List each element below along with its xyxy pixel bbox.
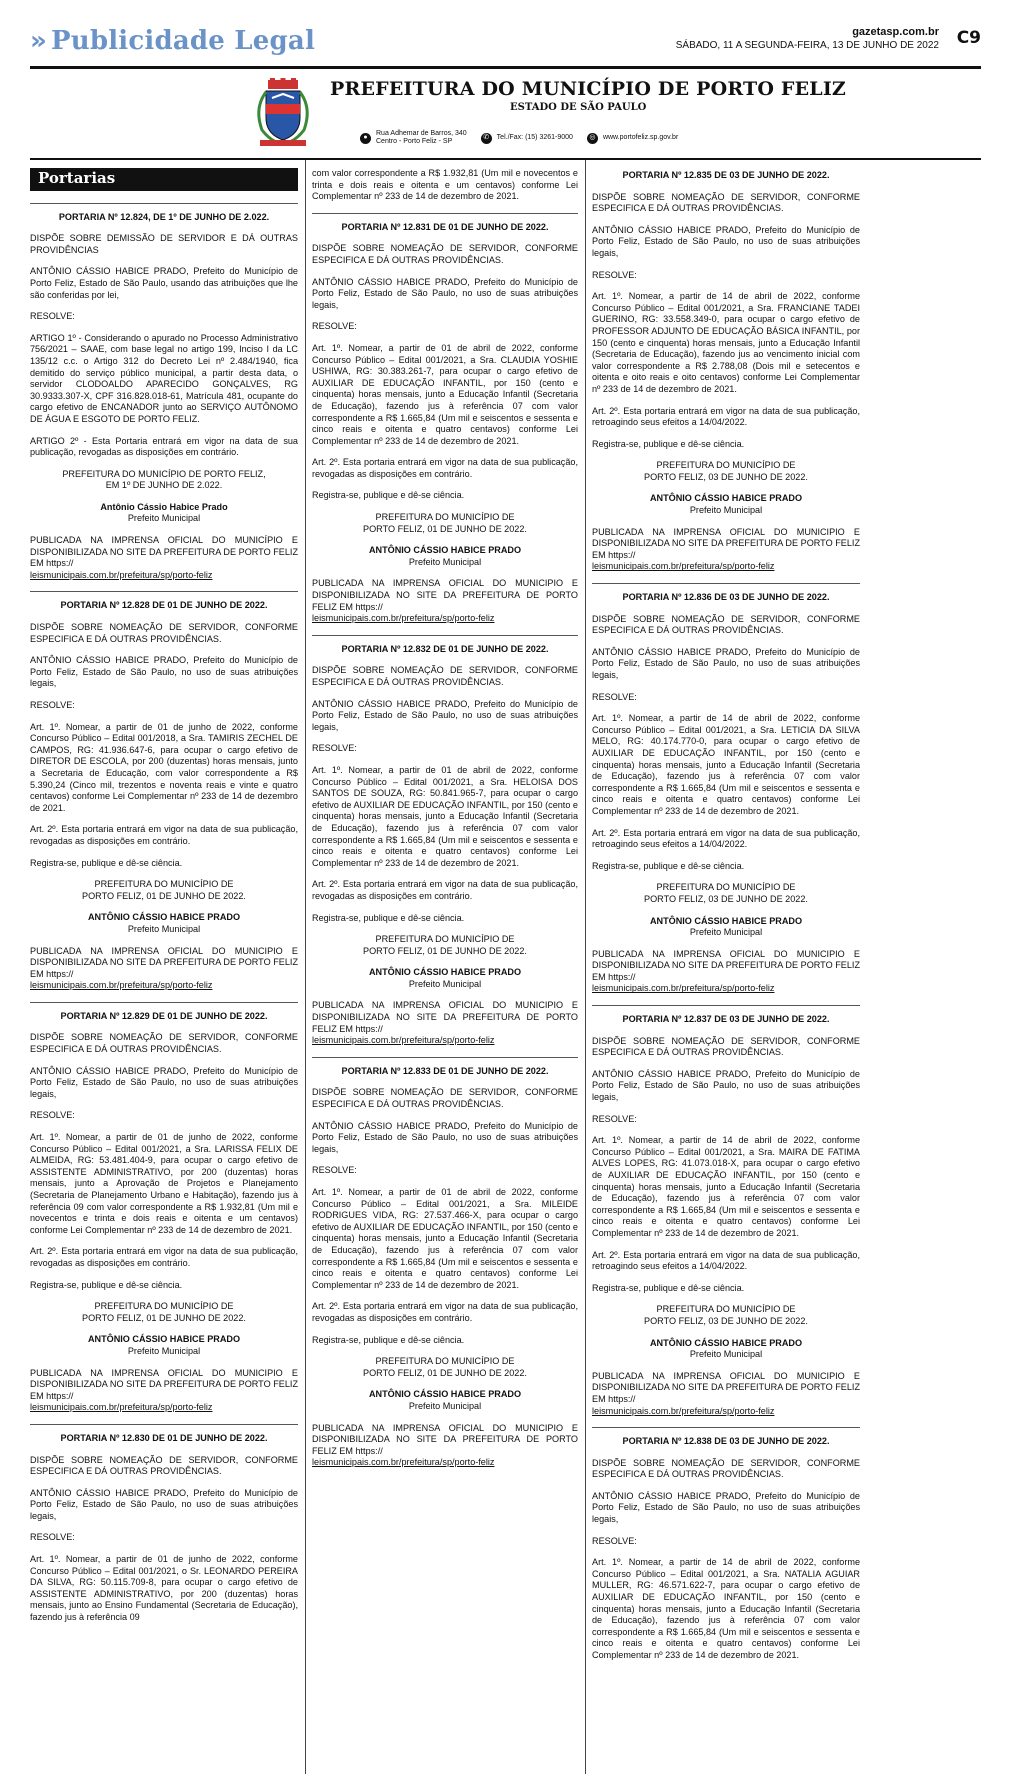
portaria-title: PORTARIA Nº 12.829 DE 01 DE JUNHO DE 2022.	[60, 1010, 268, 1021]
portaria-block	[312, 213, 578, 625]
publication-note	[30, 946, 298, 992]
portaria-paragraph: ANTÔNIO CÁSSIO HABICE PRADO, Prefeito do Município de Porto Feliz, Estado de São Paulo, no uso de suas atribuições legais,	[312, 1120, 578, 1154]
portaria-paragraph: DISPÕE SOBRE DEMISSÃO DE SERVIDOR E DÁ OUTRAS PROVIDÊNCIAS	[30, 233, 298, 255]
portaria-title: PORTARIA Nº 12.830 DE 01 DE JUNHO DE 2022.	[60, 1432, 268, 1443]
portaria-paragraph: Art. 2º. Esta portaria entrará em vigor na data de sua publicação, revogadas as disposições em contrário.	[312, 457, 578, 479]
portaria-paragraph: ANTÔNIO CÁSSIO HABICE PRADO, Prefeito do Município de Porto Feliz, Estado de São Paulo, no uso de suas atribuições legais,	[30, 1065, 298, 1099]
continued-text: com valor correspondente a R$ 1.932,81 (Um mil e novecentos e trinta e dois reais e oitenta e um centavos) conforme Lei Complementar nº 233 de 14 de dezembro de 2021.	[312, 168, 578, 202]
portaria-paragraph: DISPÕE SOBRE NOMEAÇÃO DE SERVIDOR, CONFORME ESPECIFICA E DÁ OUTRAS PROVIDÊNCIAS.	[312, 1087, 578, 1110]
publication-note	[312, 1000, 578, 1046]
signer-role: Prefeito Municipal	[127, 1345, 201, 1356]
portaria-paragraph: Art. 1º. Nomear, a partir de 01 de abril de 2022, conforme Concurso Público – Edital 001/2021, a Sra. HELOISA DOS SANTOS DE SOUZA, RG: 50.841.965-7, para ocupar o cargo efetivo de AUXILIAR DE EDUCAÇÃO INFANTIL, por 150 (cento e cinquenta) horas mensais, junto a Educação Infantil (Secretaria de Educação), fazendo jus à referência 07 com valor correspondente a R$ 1.665,84 (Um mil e seiscentos e sessenta e cinco reais e oitenta e quatro centavos) conforme Lei Complementar nº 233 de 14 de dezembro de 2021.	[312, 764, 578, 868]
signature-place-date: PREFEITURA DO MUNICÍPIO DE PORTO FELIZ, 01 DE JUNHO DE 2022.	[363, 1356, 527, 1378]
publication-link[interactable]: leismunicipais.com.br/prefeitura/sp/porto-feliz	[592, 1405, 775, 1416]
signature-block	[30, 912, 298, 935]
publication-note	[312, 1423, 578, 1469]
portaria-block	[30, 591, 298, 991]
publication-link[interactable]: leismunicipais.com.br/prefeitura/sp/porto-feliz	[30, 1402, 213, 1413]
signature-place-date: PREFEITURA DO MUNICÍPIO DE PORTO FELIZ, 01 DE JUNHO DE 2022.	[363, 512, 527, 534]
publication-link[interactable]: leismunicipais.com.br/prefeitura/sp/porto-feliz	[312, 613, 495, 624]
publication-text: PUBLICADA NA IMPRENSA OFICIAL DO MUNICIPIO E DISPONIBILIZADA NO SITE DA PREFEITURA DE PORTO FELIZ EM https://	[312, 1000, 578, 1034]
portaria-paragraph: Registra-se, publique e dê-se ciência.	[592, 1282, 745, 1293]
portaria-paragraph: ANTÔNIO CÁSSIO HABICE PRADO, Prefeito do Município de Porto Feliz, Estado de São Paulo, no uso de suas atribuições legais,	[592, 1068, 860, 1103]
portaria-paragraph: Art. 2º. Esta portaria entrará em vigor na data de sua publicação, revogadas as disposições em contrário.	[30, 1246, 298, 1268]
publication-text: PUBLICADA NA IMPRENSA OFICIAL DO MUNICIPIO E DISPONIBILIZADA NO SITE DA PREFEITURA DE PORTO FELIZ EM https://	[312, 578, 578, 612]
contacts-bar	[360, 130, 678, 146]
portaria-block	[592, 170, 860, 573]
portaria-block	[30, 203, 298, 582]
publication-text: PUBLICADA NA IMPRENSA OFICIAL DO MUNICIPIO E DISPONIBILIZADA NO SITE DA PREFEITURA DE PORTO FELIZ EM https://	[592, 1370, 860, 1404]
signer-name: ANTÔNIO CÁSSIO HABICE PRADO	[649, 493, 803, 504]
signature-block	[592, 1338, 860, 1361]
globe-icon: ◎	[587, 133, 598, 144]
portaria-paragraph: RESOLVE:	[30, 311, 75, 322]
signer-name: Antônio Cássio Habice Prado	[100, 501, 228, 512]
signature-block	[30, 1334, 298, 1357]
portaria-paragraph: Art. 2º. Esta portaria entrará em vigor na data de sua publicação, retroagindo seus efeitos a 14/04/2022.	[592, 405, 860, 428]
publication-note	[592, 527, 860, 573]
location-pin-icon: ●	[360, 133, 371, 144]
portaria-paragraph: Art. 1º. Nomear, a partir de 14 de abril de 2022, conforme Concurso Público – Edital 001/2021, a Sra. NATALIA AGUIAR MULLER, RG: 46.571.622-7, para ocupar o cargo efetivo de AUXILIAR DE EDUCAÇÃO INFANTIL, por 150 (cento e cinquenta) horas mensais, junto a Educação Infantil (Secretaria de Educação), fazendo jus à referência 07 com valor correspondente a R$ 1.665,84 (Um mil e seiscentos e sessenta e cinco reais e oitenta e quatro centavos) conforme Lei Complementar nº 233 de 14 de dezembro de 2021.	[592, 1557, 860, 1660]
signature-place-date: PREFEITURA DO MUNICÍPIO DE PORTO FELIZ, 03 DE JUNHO DE 2022.	[644, 1304, 808, 1326]
portaria-paragraph: Art. 2º. Esta portaria entrará em vigor na data de sua publicação, retroagindo seus efeitos a 14/04/2022.	[592, 827, 860, 850]
masthead	[30, 72, 981, 154]
publication-link[interactable]: leismunicipais.com.br/prefeitura/sp/porto-feliz	[312, 1035, 495, 1046]
portaria-paragraph: DISPÕE SOBRE NOMEAÇÃO DE SERVIDOR, CONFORME ESPECIFICA E DÁ OUTRAS PROVIDÊNCIAS.	[30, 622, 298, 644]
publication-note	[30, 535, 298, 581]
portaria-paragraph: RESOLVE:	[592, 269, 637, 280]
site-info	[676, 26, 939, 52]
portaria-paragraph: Registra-se, publique e dê-se ciência.	[30, 1279, 183, 1290]
portaria-paragraph: Art. 2º. Esta portaria entrará em vigor na data de sua publicação, revogadas as disposições em contrário.	[30, 824, 298, 846]
signer-role: Prefeito Municipal	[127, 923, 201, 934]
portaria-paragraph: ANTÔNIO CÁSSIO HABICE PRADO, Prefeito do Município de Porto Feliz, Estado de São Paulo, no uso de suas atribuições legais,	[592, 1490, 860, 1525]
municipality-header	[330, 78, 950, 113]
portaria-paragraph: DISPÕE SOBRE NOMEAÇÃO DE SERVIDOR, CONFORME ESPECIFICA E DÁ OUTRAS PROVIDÊNCIAS.	[592, 613, 860, 636]
coat-of-arms-icon	[252, 78, 314, 148]
portaria-paragraph: DISPÕE SOBRE NOMEAÇÃO DE SERVIDOR, CONFORME ESPECIFICA E DÁ OUTRAS PROVIDÊNCIAS.	[312, 243, 578, 265]
portaria-paragraph: Art. 1º. Nomear, a partir de 14 de abril de 2022, conforme Concurso Público – Edital 001/2021, a Sra. LETICIA DA SILVA MELO, RG: 40.174.770-0, para ocupar o cargo efetivo de AUXILIAR DE EDUCAÇÃO INFANTIL, por 150 (cento e cinquenta) horas mensais, junto a Educação Infantil (Secretaria de Educação), fazendo jus à referência 07 com valor correspondente a R$ 1.665,84 (Um mil e seiscentos e sessenta e cinco reais e oitenta e quatro centavos) conforme Lei Complementar nº 233 de 14 de dezembro de 2021.	[592, 713, 860, 816]
signature-place-date: PREFEITURA DO MUNICÍPIO DE PORTO FELIZ, 01 DE JUNHO DE 2022.	[82, 879, 246, 901]
portarias-banner: Portarias	[30, 168, 298, 191]
portaria-paragraph: RESOLVE:	[30, 700, 75, 710]
signer-role: Prefeito Municipal	[689, 927, 763, 938]
column-divider	[305, 160, 306, 1774]
portaria-paragraph: Art. 1º. Nomear, a partir de 14 de abril de 2022, conforme Concurso Público – Edital 001/2021, a Sra. FRANCIANE TADEI GUERINO, RG: 33.558.349-0, para ocupar o cargo efetivo de PROFESSOR ADJUNTO DE EDUCAÇÃO BÁSICA INFANTIL, por 150 (cento e cinquenta) horas mensais, junto a Educação Infantil (Secretaria de Educação), fazendo jus ao vencimento inicial com valor correspondente a R$ 2.788,08 (Dois mil e setecentos e oitenta e oito reais e oito centavos) conforme Lei Complementar nº 233 de 14 de dezembro de 2021.	[592, 291, 860, 394]
site-url[interactable]: gazetasp.com.br	[852, 26, 939, 38]
portaria-paragraph: ANTÔNIO CÁSSIO HABICE PRADO, Prefeito do Município de Porto Feliz, Estado de São Paulo, no uso de suas atribuições legais,	[30, 1487, 298, 1521]
portaria-paragraph: RESOLVE:	[312, 1165, 357, 1176]
edition-date: SÁBADO, 11 A SEGUNDA-FEIRA, 13 DE JUNHO DE 2022	[675, 40, 939, 51]
portaria-paragraph: ANTÔNIO CÁSSIO HABICE PRADO, Prefeito do Município de Porto Feliz, Estado de São Paulo, no uso de suas atribuições legais,	[30, 655, 298, 689]
portaria-paragraph: Art. 1º. Nomear, a partir de 14 de abril de 2022, conforme Concurso Público – Edital 001/2021, a Sra. MAIRA DE FATIMA ALVES LOPES, RG: 41.073.018-X, para ocupar o cargo efetivo de AUXILIAR DE EDUCAÇÃO INFANTIL, por 150 (cento e cinquenta) horas mensais, junto a Educação Infantil (Secretaria de Educação), fazendo jus à referência 07 com valor correspondente a R$ 1.665,84 (Um mil e seiscentos e sessenta e cinco reais e oitenta e quatro centavos) conforme Lei Complementar nº 233 de 14 de dezembro de 2021.	[592, 1135, 860, 1238]
portaria-paragraph: RESOLVE:	[592, 1113, 637, 1124]
publication-link[interactable]: leismunicipais.com.br/prefeitura/sp/porto-feliz	[592, 561, 775, 572]
signer-name: ANTÔNIO CÁSSIO HABICE PRADO	[368, 545, 522, 556]
portaria-paragraph: ANTÔNIO CÁSSIO HABICE PRADO, Prefeito do Município de Porto Feliz, Estado de São Paulo, usando das atribuições que lhe são conferidas por lei,	[30, 266, 298, 300]
portaria-paragraph: ANTÔNIO CÁSSIO HABICE PRADO, Prefeito do Município de Porto Feliz, Estado de São Paulo, no uso de suas atribuições legais,	[312, 276, 578, 310]
portaria-paragraph: RESOLVE:	[592, 1535, 637, 1546]
publication-note	[592, 1371, 860, 1417]
portaria-paragraph: ARTIGO 2º - Esta Portaria entrará em vigor na data de sua publicação, revogadas as disposições em contrário.	[30, 435, 298, 458]
signer-role: Prefeito Municipal	[408, 978, 482, 989]
signature-block	[30, 502, 298, 525]
publication-note	[30, 1368, 298, 1414]
publication-link[interactable]: leismunicipais.com.br/prefeitura/sp/porto-feliz	[30, 980, 213, 991]
signature-place-date: PREFEITURA DO MUNICÍPIO DE PORTO FELIZ, 01 DE JUNHO DE 2022.	[82, 1301, 246, 1323]
portaria-paragraph: Art. 2º. Esta portaria entrará em vigor na data de sua publicação, revogadas as disposições em contrário.	[312, 879, 578, 901]
column-1	[30, 168, 298, 1634]
signer-role: Prefeito Municipal	[689, 1349, 763, 1360]
portaria-paragraph: ANTÔNIO CÁSSIO HABICE PRADO, Prefeito do Município de Porto Feliz, Estado de São Paulo, no uso de suas atribuições legais,	[592, 646, 860, 680]
signer-name: ANTÔNIO CÁSSIO HABICE PRADO	[649, 1337, 803, 1348]
portaria-block	[592, 583, 860, 995]
portaria-paragraph: Art. 1º. Nomear, a partir de 01 de abril de 2022, conforme Concurso Público – Edital 001/2021, a Sra. MILEIDE RODRIGUES VIDA, RG: 27.537.466-X, para ocupar o cargo efetivo de AUXILIAR DE EDUCAÇÃO INFANTIL, por 150 (cento e cinquenta) horas mensais, junto a Educação Infantil (Secretaria de Educação), fazendo jus à referência 07 com valor correspondente a R$ 1.665,84 (Um mil e seiscentos e sessenta e cinco reais e oitenta e quatro centavos) conforme Lei Complementar nº 233 de 14 de dezembro de 2021.	[312, 1187, 578, 1290]
signature-place-date: PREFEITURA DO MUNICÍPIO DE PORTO FELIZ, 01 DE JUNHO DE 2022.	[363, 934, 527, 956]
publication-text: PUBLICADA NA IMPRENSA OFICIAL DO MUNICIPIO E DISPONIBILIZADA NO SITE DA PREFEITURA DE PORTO FELIZ EM https://	[592, 948, 860, 982]
portaria-title: PORTARIA Nº 12.835 DE 03 DE JUNHO DE 2022.	[622, 170, 830, 180]
signature-block	[312, 967, 578, 990]
address-contact	[360, 130, 467, 146]
phone-text: Tel./Fax: (15) 3261-9000	[496, 134, 573, 141]
portaria-paragraph: DISPÕE SOBRE NOMEAÇÃO DE SERVIDOR, CONFORME ESPECIFICA E DÁ OUTRAS PROVIDÊNCIAS.	[30, 1454, 298, 1477]
publication-note	[592, 949, 860, 995]
column-2	[312, 168, 578, 1479]
signer-name: ANTÔNIO CÁSSIO HABICE PRADO	[368, 1389, 522, 1400]
portaria-title: PORTARIA Nº 12.828 DE 01 DE JUNHO DE 2022.	[60, 600, 268, 611]
signature-block	[312, 1389, 578, 1412]
portaria-paragraph: Registra-se, publique e dê-se ciência.	[592, 860, 745, 871]
portaria-paragraph: RESOLVE:	[312, 321, 357, 332]
portaria-block	[30, 1424, 298, 1624]
column-3	[592, 168, 860, 1672]
portaria-block	[312, 1057, 578, 1469]
phone-contact	[481, 130, 573, 146]
publication-text: PUBLICADA NA IMPRENSA OFICIAL DO MUNICIPIO E DISPONIBILIZADA NO SITE DA PREFEITURA DE PORTO FELIZ EM https://	[592, 526, 860, 560]
publication-link[interactable]: leismunicipais.com.br/prefeitura/sp/porto-feliz	[312, 1457, 495, 1468]
portaria-paragraph: Art. 2º. Esta portaria entrará em vigor na data de sua publicação, revogadas as disposições em contrário.	[312, 1301, 578, 1323]
publication-text: PUBLICADA NA IMPRENSA OFICIAL DO MUNICÍPIO E DISPONIBILIZADA NO SITE DA PREFEITURA DE PORTO FELIZ EM https://	[30, 535, 298, 569]
page-number: C9	[956, 28, 981, 48]
signature-place-date: PREFEITURA DO MUNICÍPIO DE PORTO FELIZ, 03 DE JUNHO DE 2022.	[644, 460, 808, 482]
portaria-block	[312, 635, 578, 1047]
publication-link[interactable]: leismunicipais.com.br/prefeitura/sp/porto-feliz	[30, 569, 213, 580]
web-text[interactable]: www.portofeliz.sp.gov.br	[602, 134, 679, 141]
portaria-paragraph: DISPÕE SOBRE NOMEAÇÃO DE SERVIDOR, CONFORME ESPECIFICA E DÁ OUTRAS PROVIDÊNCIAS.	[312, 665, 578, 687]
publication-link[interactable]: leismunicipais.com.br/prefeitura/sp/porto-feliz	[592, 983, 775, 994]
portaria-title: PORTARIA Nº 12.832 DE 01 DE JUNHO DE 2022.	[341, 643, 549, 654]
portaria-paragraph: DISPÕE SOBRE NOMEAÇÃO DE SERVIDOR, CONFORME ESPECIFICA E DÁ OUTRAS PROVIDÊNCIAS.	[592, 191, 860, 214]
state-name: ESTADO DE SÃO PAULO	[510, 102, 647, 113]
phone-icon: ✆	[481, 133, 492, 144]
portaria-title: PORTARIA Nº 12.833 DE 01 DE JUNHO DE 2022.	[341, 1065, 549, 1076]
portaria-paragraph: RESOLVE:	[592, 691, 637, 702]
signer-role: Prefeito Municipal	[689, 505, 763, 516]
signer-name: ANTÔNIO CÁSSIO HABICE PRADO	[649, 915, 803, 926]
portaria-paragraph: Registra-se, publique e dê-se ciência.	[592, 438, 745, 449]
signer-role: Prefeito Municipal	[408, 1400, 482, 1411]
double-chevron-icon: »	[30, 26, 47, 56]
portaria-block	[592, 1005, 860, 1417]
portaria-title: PORTARIA Nº 12.837 DE 03 DE JUNHO DE 2022.	[622, 1014, 830, 1025]
portaria-block	[592, 1427, 860, 1662]
portaria-title: PORTARIA Nº 12.824, DE 1º DE JUNHO DE 2.022.	[58, 211, 270, 222]
portaria-title: PORTARIA Nº 12.838 DE 03 DE JUNHO DE 2022.	[622, 1436, 830, 1447]
section-title-text: Publicidade Legal	[51, 26, 316, 56]
signature-place-date: PREFEITURA DO MUNICÍPIO DE PORTO FELIZ, EM 1º DE JUNHO DE 2.022.	[62, 468, 266, 491]
signer-name: ANTÔNIO CÁSSIO HABICE PRADO	[368, 967, 522, 978]
portaria-paragraph: ARTIGO 1º - Considerando o apurado no Processo Administrativo 756/2021 – SAAE, com base legal no artigo 199, Inciso I da LC 135/12 c.c. o Artigo 312 do Decreto Lei nº 2.484/1940, fica demitido do serviço público municipal, a partir desta data, o servidor CLODOALDO APARECIDO GONÇALVES, RG 30.9333.307-X, CPF 316.828.018-61, Matrícula 481, ocupante do cargo efetivo de ENCANADOR junto ao SERVIÇO AUTÔNOMO DE ÁGUA E ESGOTO DE PORTO FELIZ.	[30, 332, 298, 424]
portaria-paragraph: Art. 1º. Nomear, a partir de 01 de abril de 2022, conforme Concurso Público – Edital 001/2021, a Sra. CLAUDIA YOSHIE USHIWA, RG: 30.383.261-7, para ocupar o cargo efetivo de AUXILIAR DE EDUCAÇÃO INFANTIL, por 150 (cento e cinquenta) horas mensais, junto a Educação Infantil (Secretaria de Educação), fazendo jus à referência 07 com valor correspondente a R$ 1.665,84 (Um mil e seiscentos e sessenta e cinco reais e oitenta e quatro centavos) conforme Lei Complementar nº 233 de 14 de dezembro de 2021.	[312, 342, 578, 446]
portaria-paragraph: Art. 1º. Nomear, a partir de 01 de junho de 2022, conforme Concurso Público – Edital 001/2021, a Sra. LARISSA FELIX DE ALMEIDA, RG: 53.481.404-9, para ocupar o cargo efetivo de ASSISTENTE ADMINISTRATIVO, por 200 (duzentas) horas mensais, junto a Aprovação de Projetos e Planejamento (Secretaria de Planejamento Urbano e Habitação), fazendo jus à referência 09 com valor correspondente a R$ 1.932,81 (Um mil e novecentos e trinta e dois reais e oitenta e um centavos) conforme Lei Complementar nº 233 de 14 de dezembro de 2021.	[30, 1132, 298, 1235]
signature-block	[312, 545, 578, 568]
page-header	[30, 24, 981, 68]
signer-role: Prefeito Municipal	[408, 556, 482, 567]
signature-block	[592, 916, 860, 939]
masthead-rule	[30, 158, 981, 160]
section-title	[30, 26, 315, 56]
portaria-paragraph: DISPÕE SOBRE NOMEAÇÃO DE SERVIDOR, CONFORME ESPECIFICA E DÁ OUTRAS PROVIDÊNCIAS.	[30, 1032, 298, 1055]
portaria-paragraph: ANTÔNIO CÁSSIO HABICE PRADO, Prefeito do Município de Porto Feliz, Estado de São Paulo, no uso de suas atribuições legais,	[592, 224, 860, 258]
signer-name: ANTÔNIO CÁSSIO HABICE PRADO	[87, 912, 241, 923]
portaria-paragraph: Registra-se, publique e dê-se ciência.	[312, 490, 465, 501]
web-contact	[587, 130, 678, 146]
portaria-paragraph: RESOLVE:	[312, 743, 357, 754]
publication-note	[312, 578, 578, 624]
publication-text: PUBLICADA NA IMPRENSA OFICIAL DO MUNICIPIO E DISPONIBILIZADA NO SITE DA PREFEITURA DE PORTO FELIZ EM https://	[312, 1422, 578, 1456]
publication-text: PUBLICADA NA IMPRENSA OFICIAL DO MUNICIPIO E DISPONIBILIZADA NO SITE DA PREFEITURA DE PORTO FELIZ EM https://	[30, 945, 298, 979]
portaria-block	[30, 1002, 298, 1414]
portaria-paragraph: DISPÕE SOBRE NOMEAÇÃO DE SERVIDOR, CONFORME ESPECIFICA E DÁ OUTRAS PROVIDÊNCIAS.	[592, 1457, 860, 1480]
header-rule	[30, 66, 981, 69]
portaria-paragraph: Registra-se, publique e dê-se ciência.	[30, 857, 183, 868]
signer-name: ANTÔNIO CÁSSIO HABICE PRADO	[87, 1334, 241, 1345]
portaria-paragraph: Art. 2º. Esta portaria entrará em vigor na data de sua publicação, retroagindo seus efeitos a 14/04/2022.	[592, 1249, 860, 1272]
portaria-paragraph: Art. 1º. Nomear, a partir de 01 de junho de 2022, conforme Concurso Público – Edital 001/2021, o Sr. LEONARDO PEREIRA DA SILVA, RG: 50.115.709-8, para ocupar o cargo efetivo de ASSISTENTE ADMINISTRATIVO, por 200 (duzentas) horas mensais, junto ao Ensino Fundamental (Secretaria de Educação), fazendo jus à referência 09	[30, 1554, 298, 1623]
signature-block	[592, 493, 860, 516]
portaria-paragraph: RESOLVE:	[30, 1110, 75, 1121]
portaria-paragraph: ANTÔNIO CÁSSIO HABICE PRADO, Prefeito do Município de Porto Feliz, Estado de São Paulo, no uso de suas atribuições legais,	[312, 698, 578, 732]
address-text: Rua Adhemar de Barros, 340 Centro - Porto Feliz - SP	[376, 130, 467, 145]
column-divider	[585, 160, 586, 1774]
portaria-paragraph: Registra-se, publique e dê-se ciência.	[312, 1334, 465, 1345]
portaria-paragraph: Art. 1º. Nomear, a partir de 01 de junho de 2022, conforme Concurso Público – Edital 001/2018, a Sra. TAMIRIS ZECHEL DE CAMPOS, RG: 41.936.647-6, para ocupar o cargo efetivo de DIRETOR DE ESCOLA, por 200 (duzentas) horas mensais, junto a Secretaria de Educação, com valor correspondente a R$ 5.390,24 (Cinco mil, trezentos e noventa reais e vinte e quatro centavos) conforme Lei Complementar nº 233 de 14 de dezembro de 2021.	[30, 721, 298, 813]
portaria-title: PORTARIA Nº 12.836 DE 03 DE JUNHO DE 2022.	[622, 592, 830, 603]
portaria-paragraph: RESOLVE:	[30, 1532, 75, 1543]
portaria-paragraph: Registra-se, publique e dê-se ciência.	[312, 912, 465, 923]
municipality-name: PREFEITURA DO MUNICÍPIO DE PORTO FELIZ	[330, 78, 846, 100]
signer-role: Prefeito Municipal	[127, 513, 201, 524]
portaria-title: PORTARIA Nº 12.831 DE 01 DE JUNHO DE 2022.	[341, 221, 549, 232]
signature-place-date: PREFEITURA DO MUNICÍPIO DE PORTO FELIZ, 03 DE JUNHO DE 2022.	[644, 882, 808, 904]
portaria-paragraph: DISPÕE SOBRE NOMEAÇÃO DE SERVIDOR, CONFORME ESPECIFICA E DÁ OUTRAS PROVIDÊNCIAS.	[592, 1035, 860, 1058]
publication-text: PUBLICADA NA IMPRENSA OFICIAL DO MUNICIPIO E DISPONIBILIZADA NO SITE DA PREFEITURA DE PORTO FELIZ EM https://	[30, 1367, 298, 1401]
